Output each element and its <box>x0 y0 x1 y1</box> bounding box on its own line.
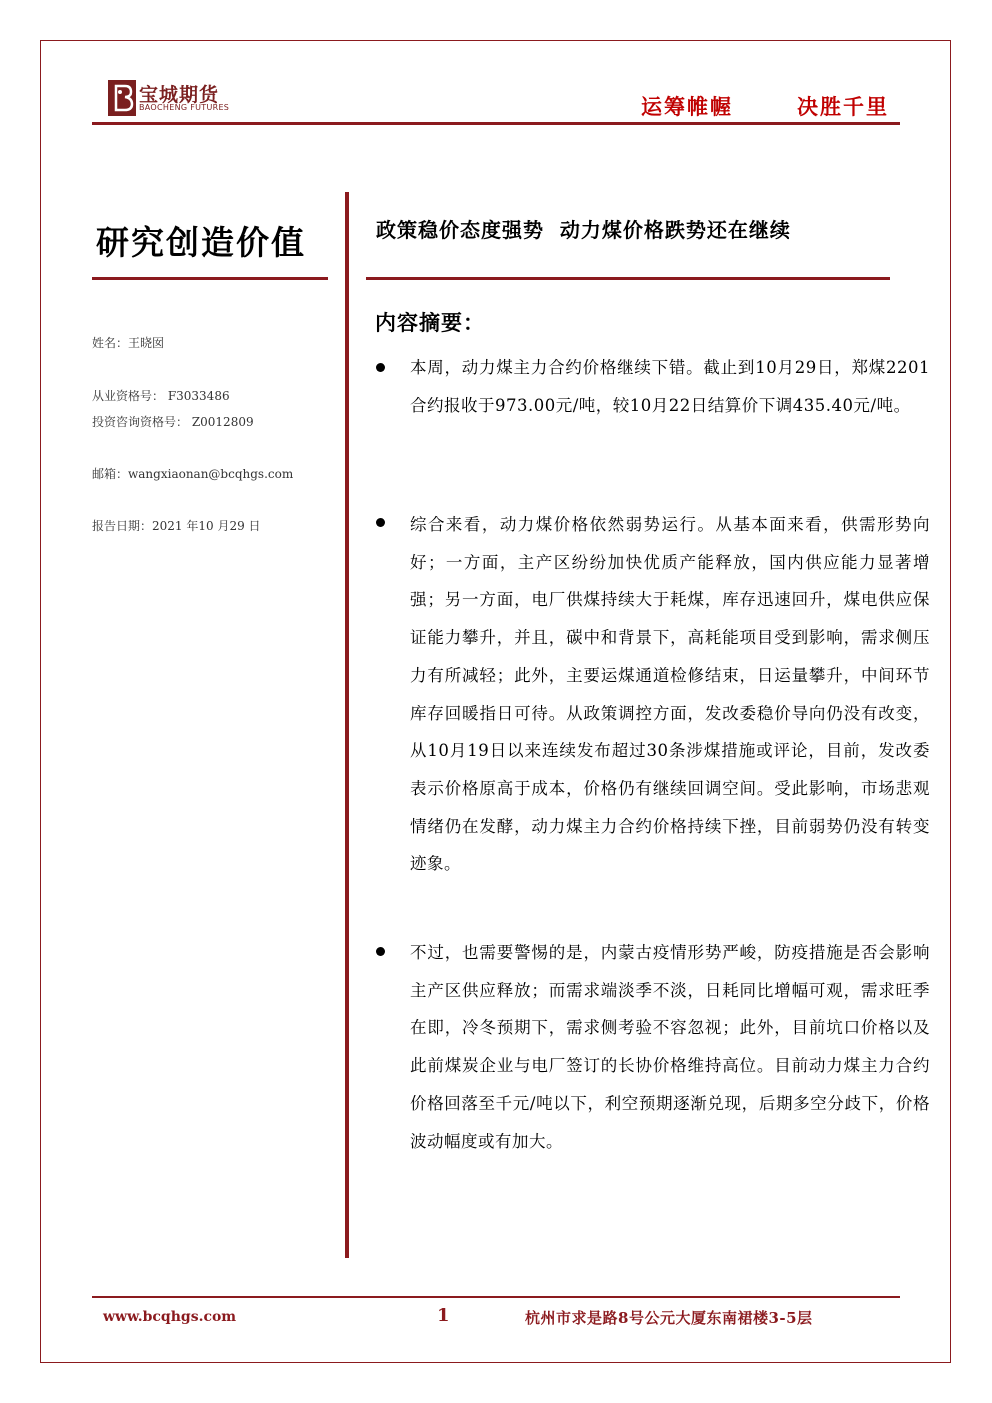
sidebar-title: 研究创造价值 <box>96 223 306 262</box>
practice-cert: 从业资格号： F3033486 <box>92 389 230 403</box>
summary-bullet-2: 综合来看，动力煤价格依然弱势运行。从基本面来看，供需形势向好；一方面，主产区纷纷加快优质产能释放，国内供应能力显著增强；另一方面，电厂供煤持续大于耗煤，库存迅速回升，煤电供应保证能力攀升，并且，碳中和背景下，高耗能项目受到影响，需求侧压力有所减轻；此外，主要运煤通道检修结束，日运量攀升，中间环节库存回暖指日可待。从政策调控方面，发改委稳价导向仍没有改变，从10月19日以来连续发布超过30条涉煤措施或评论，目前，发改委表示价格原高于成本，价格仍有继续回调空间。受此影响，市场悲观情绪仍在发酵，动力煤主力合约价格持续下挫，目前弱势仍没有转变迹象。 <box>410 515 930 874</box>
invest-cert: 投资咨询资格号： Z0012809 <box>92 415 254 429</box>
bullet-icon <box>376 363 385 372</box>
analyst-name: 姓名：王晓囡 <box>92 336 165 350</box>
report-date: 报告日期：2021 年10 月29 日 <box>92 519 261 533</box>
footer-rule <box>92 1296 900 1298</box>
logo-text-cn: 宝城期货 <box>139 84 220 106</box>
footer-website-link[interactable]: www.bcqhgs.com <box>103 1309 237 1325</box>
slogan-right: 决胜千里 <box>797 94 889 119</box>
sidebar-title-rule <box>92 277 328 280</box>
summary-heading: 内容摘要： <box>375 310 485 335</box>
report-title-rule <box>366 277 890 280</box>
header-rule <box>92 122 900 125</box>
column-divider <box>345 192 349 1258</box>
logo-text-en: BAOCHENG FUTURES <box>139 103 230 112</box>
logo-mark-icon <box>108 80 136 116</box>
page-number: 1 <box>437 1305 450 1326</box>
report-title: 政策稳价态度强势 动力煤价格跌势还在继续 <box>376 218 791 242</box>
summary-bullet-3: 不过，也需要警惕的是，内蒙古疫情形势严峻，防疫措施是否会影响主产区供应释放；而需求端淡季不淡，日耗同比增幅可观，需求旺季在即，冷冬预期下，需求侧考验不容忽视；此外，目前坑口价格以及此前煤炭企业与电厂签订的长协价格维持高位。目前动力煤主力合约价格回落至千元/吨以下，利空预期逐渐兑现，后期多空分歧下，价格波动幅度或有加大。 <box>410 943 930 1151</box>
slogan-left: 运筹帷幄 <box>641 94 733 119</box>
summary-bullet-1: 本周，动力煤主力合约价格继续下错。截止到10月29日，郑煤2201合约报收于973.00元/吨，较10月22日结算价下调435.40元/吨。 <box>410 358 930 415</box>
bullet-icon <box>376 518 385 527</box>
footer-address: 杭州市求是路8号公元大厦东南裙楼3-5层 <box>525 1309 813 1327</box>
bullet-icon <box>376 947 385 956</box>
analyst-email: 邮箱：wangxiaonan@bcqhgs.com <box>92 467 294 481</box>
